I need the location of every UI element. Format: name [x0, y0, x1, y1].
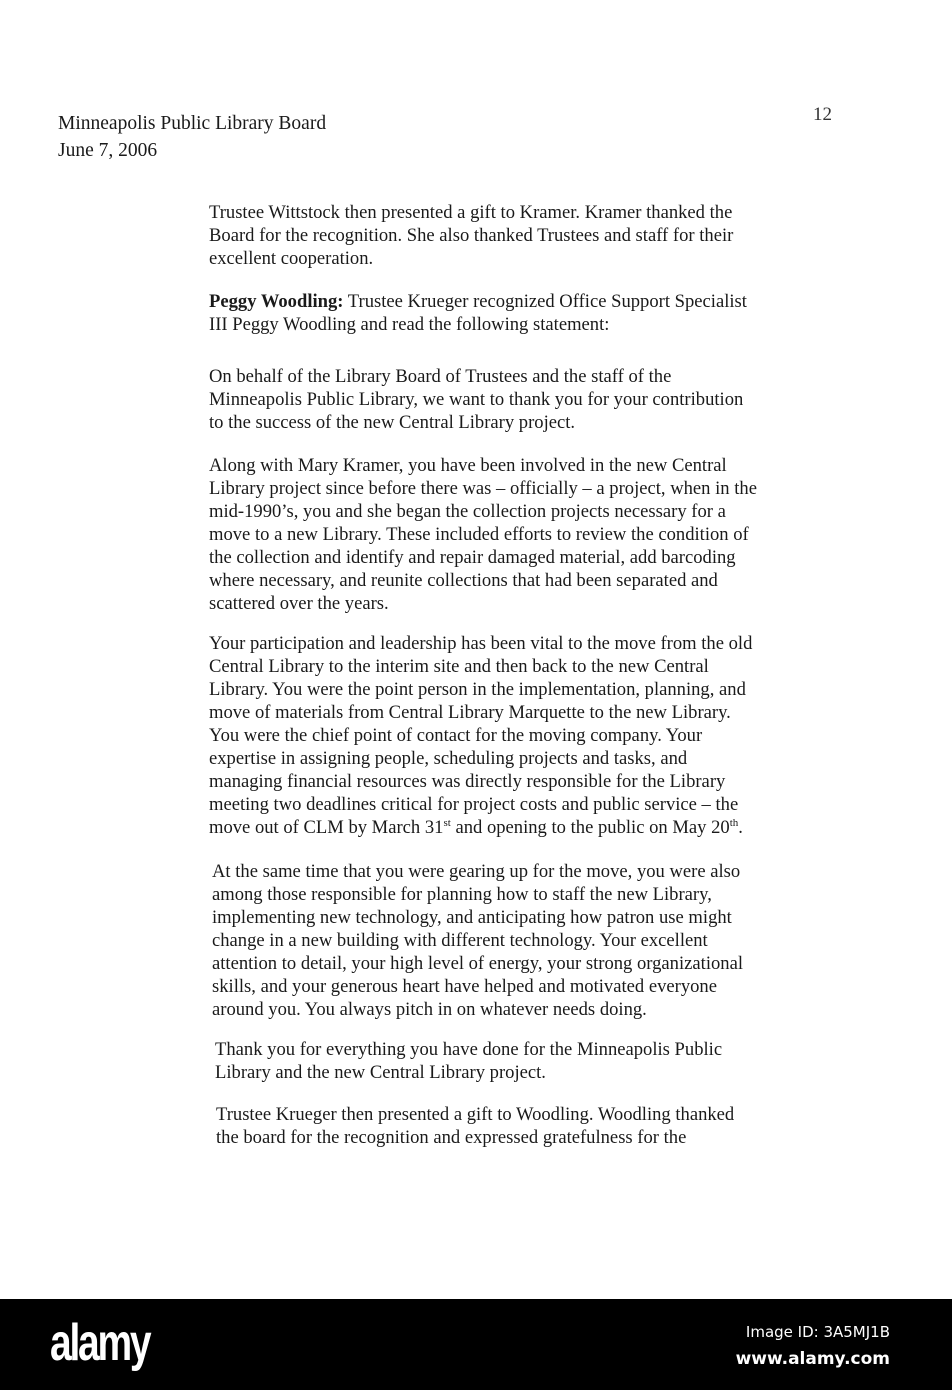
text-line: to the success of the new Central Library project.: [209, 412, 576, 433]
text-line: skills, and your generous heart have helped and motivated everyone: [212, 976, 717, 997]
text-line: III Peggy Woodling and read the following statement:: [209, 314, 610, 335]
text-line: At the same time that you were gearing up for the move, you were also: [212, 861, 741, 882]
text-line: scattered over the years.: [209, 593, 389, 614]
paragraph-woodling-intro: [209, 290, 829, 336]
text-line: around you. You always pitch in on whatever needs doing.: [212, 999, 647, 1020]
text-line: move to a new Library. These included efforts to review the condition of: [209, 524, 749, 545]
image-id-label: Image ID: 3A5MJ1B: [745, 1323, 890, 1341]
text-line: Central Library to the interim site and then back to the new Central: [209, 656, 709, 677]
superscript: st: [443, 816, 451, 829]
page-number: 12: [813, 104, 832, 125]
text-line: You were the chief point of contact for the moving company. Your: [209, 725, 703, 746]
text-line: managing financial resources was directly responsible for the Library: [209, 771, 726, 792]
text-line: Library and the new Central Library project.: [215, 1062, 546, 1083]
text-line: Along with Mary Kramer, you have been involved in the new Central: [209, 455, 727, 476]
text-segment: move out of CLM by March 31: [209, 817, 444, 838]
text-line: excellent cooperation.: [209, 248, 374, 269]
text-line: meeting two deadlines critical for project costs and public service – the: [209, 794, 739, 815]
text-line: Thank you for everything you have done for the Minneapolis Public: [215, 1039, 723, 1060]
superscript: th: [729, 816, 739, 829]
text-line: Library project since before there was – officially – a project, when in the: [209, 478, 757, 499]
paragraph-staffing-planning: [212, 860, 832, 1021]
text-line: move of materials from Central Library Marquette to the new Library.: [209, 702, 731, 723]
text-line: Library. You were the point person in the implementation, planning, and: [209, 679, 746, 700]
paragraph-collection-projects: [209, 454, 829, 615]
text-line: the collection and identify and repair damaged material, add barcoding: [209, 547, 736, 568]
text-line: mid-1990’s, you and she began the collection projects necessary for a: [209, 501, 726, 522]
watermark-url: www.alamy.com: [735, 1349, 890, 1369]
paragraph-woodling-gift: [216, 1103, 836, 1149]
text-line: [209, 816, 829, 839]
text-line: implementing new technology, and anticipating how patron use might: [212, 907, 732, 928]
watermark-banner: [0, 1299, 952, 1390]
paragraph-move-leadership: [209, 632, 829, 839]
document-date: June 7, 2006: [58, 140, 158, 161]
text-line: the board for the recognition and expressed gratefulness for the: [216, 1127, 687, 1148]
text-line: expertise in assigning people, scheduling projects and tasks, and: [209, 748, 688, 769]
text-line: Trustee Krueger recognized Office Support Specialist: [343, 291, 747, 312]
paragraph-thank-you: [215, 1038, 835, 1084]
text-line: On behalf of the Library Board of Trustees and the staff of the: [209, 366, 672, 387]
text-line: Trustee Krueger then presented a gift to Woodling. Woodling thanked: [216, 1104, 735, 1125]
text-line: where necessary, and reunite collections that had been separated and: [209, 570, 718, 591]
text-line: Your participation and leadership has been vital to the move from the old: [209, 633, 753, 654]
paragraph-statement-opening: [209, 365, 829, 434]
document-org-header: Minneapolis Public Library Board: [58, 113, 327, 134]
bold-heading: Peggy Woodling:: [209, 291, 344, 312]
text-line: change in a new building with different technology. Your excellent: [212, 930, 708, 951]
text-line: Board for the recognition. She also thanked Trustees and staff for their: [209, 225, 734, 246]
text-segment: .: [738, 817, 743, 838]
alamy-logo: alamy: [50, 1314, 150, 1372]
text-line: Minneapolis Public Library, we want to thank you for your contribution: [209, 389, 744, 410]
paragraph-kramer-gift: [209, 201, 829, 270]
text-line: Trustee Wittstock then presented a gift to Kramer. Kramer thanked the: [209, 202, 733, 223]
text-line: among those responsible for planning how to staff the new Library,: [212, 884, 712, 905]
text-segment: and opening to the public on May 20: [450, 817, 730, 838]
text-line: attention to detail, your high level of energy, your strong organizational: [212, 953, 743, 974]
